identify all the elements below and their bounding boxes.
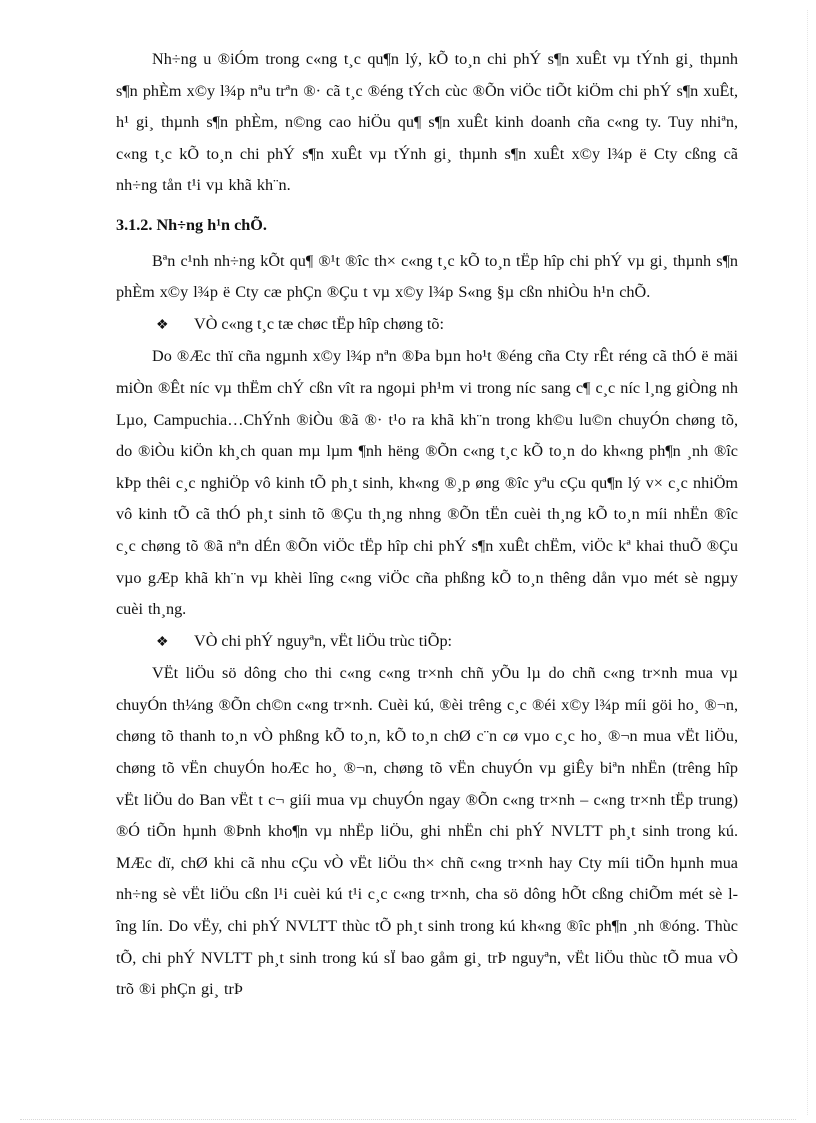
page-bottom-divider <box>20 1119 796 1120</box>
bullet-text: VÒ c«ng t¸c tæ chøc tËp hîp chøng tõ: <box>194 314 444 333</box>
diamond-bullet-icon: ❖ <box>156 634 169 650</box>
bullet-item-documents <box>116 309 738 342</box>
document-body <box>116 44 738 1006</box>
bullet-item-materials <box>116 626 738 659</box>
paragraph-limitations-intro: Bªn c¹nh nh÷ng kÕt qu¶ ®¹t ®îc th× c«ng t¸c kÕ to¸n tËp hîp chi phÝ vµ gi¸ thµnh s¶n phÈm x©y l¾p ë Cty cæ phÇn ®Çu t vµ x©y l¾p S«ng §µ cßn nhiÒu h¹n chÕ. <box>116 251 738 302</box>
paragraph-advantages: Nh÷ng u ®iÓm trong c«ng t¸c qu¶n lý, kÕ to¸n chi phÝ s¶n xuÊt vµ tÝnh gi¸ thµnh s¶n phÈm x©y l¾p nªu trªn ®· cã t¸c ®éng tÝch cùc ®Õn viÖc tiÕt kiÖm chi phÝ s¶n xuÊt, h¹ gi¸ thµnh s¶n phÈm, n©ng cao hiÖu qu¶ s¶n xuÊt kinh doanh cña c«ng ty. Tuy nhiªn, c«ng t¸c kÕ to¸n chi phÝ s¶n xuÊt vµ tÝnh gi¸ thµnh s¶n xuÊt x©y l¾p ë Cty cßng cã nh÷ng tån t¹i vµ khã kh¨n. <box>116 50 738 195</box>
paragraph-documents: Do ®Æc thï cña ngµnh x©y l¾p nªn ®Þa bµn ho¹t ®éng cña Cty rÊt réng cã thÓ ë mäi miÒn ®Êt níc vµ thËm chÝ cßn vît ra ngoµi ph¹m vi trong níc sang c¶ c¸c níc l¸ng giÒng nh Lµo, Campuchia…ChÝnh ®iÒu ®ã ®· t¹o ra khã kh¨n trong kh©u lu©n chuyÓn chøng tõ, do ®iÒu kiÖn kh¸ch quan mµ lµm ¶nh hëng ®Õn c«ng t¸c kÕ to¸n do kh«ng ph¶n ¸nh ®îc kÞp thêi c¸c nghiÖp vô kinh tÕ ph¸t sinh, kh«ng ®¸p øng ®îc yªu cÇu qu¶n lý v× c¸c nhiÖm vô kinh tÕ cã thÓ ph¸t sinh tõ ®Çu th¸ng nhng ®Õn tËn cuèi th¸ng kÕ to¸n míi nhËn ®îc c¸c chøng tõ ®ã nªn dÉn ®Õn viÖc tËp hîp chi phÝ s¶n xuÊt chËm, viÖc kª khai thuÕ ®Çu vµo gÆp khã kh¨n vµ khèi lîng c«ng viÖc cña phßng kÕ to¸n thêng dån vµo mét sè ngµy cuèi th¸ng. <box>116 347 738 619</box>
section-heading: 3.1.2. Nh÷ng h¹n chÕ. <box>116 215 267 234</box>
bullet-text: VÒ chi phÝ nguyªn, vËt liÖu trùc tiÕp: <box>194 631 453 650</box>
paragraph-materials: VËt liÖu sö dông cho thi c«ng c«ng tr×nh chñ yÕu lµ do chñ c«ng tr×nh mua vµ chuyÓn th¼ng ®Õn ch©n c«ng tr×nh. Cuèi kú, ®èi trêng c¸c ®éi x©y l¾p míi göi ho¸ ®¬n, chøng tõ thanh to¸n vÒ phßng kÕ to¸n, kÕ to¸n chØ c¨n cø vµo c¸c ho¸ ®¬n mua vËt liÖu, chøng tõ vËn chuyÓn hoÆc ho¸ ®¬n, chøng tõ vËn chuyÓn vµ giÊy biªn nhËn (trêng hîp vËt liÖu do Ban vËt t c¬ giíi mua vµ chuyÓn ngay ®Õn c«ng tr×nh – c«ng tr×nh tËp trung) ®Ó tiÕn hµnh ®Þnh kho¶n vµ nhËp liÖu, ghi nhËn chi phÝ NVLTT ph¸t sinh trong kú. MÆc dï, chØ khi cã nhu cÇu vÒ vËt liÖu th× chñ c«ng tr×nh hay Cty míi tiÕn hµnh mua nh÷ng sè vËt liÖu cßn l¹i cuèi kú t¹i c¸c c«ng tr×nh, cha sö dông hÕt cßng chiÕm mét sè lîng lín. Do vËy, chi phÝ NVLTT thùc tÕ ph¸t sinh trong kú kh«ng ®îc ph¶n ¸nh ®óng. Thùc tÕ, chi phÝ NVLTT ph¸t sinh trong kú sÏ bao gåm gi¸ trÞ nguyªn, vËt liÖu thùc tÕ mua vÒ trõ ®i phÇn gi¸ trÞ <box>116 664 738 999</box>
diamond-bullet-icon: ❖ <box>156 317 169 333</box>
page-right-divider <box>807 10 808 1115</box>
